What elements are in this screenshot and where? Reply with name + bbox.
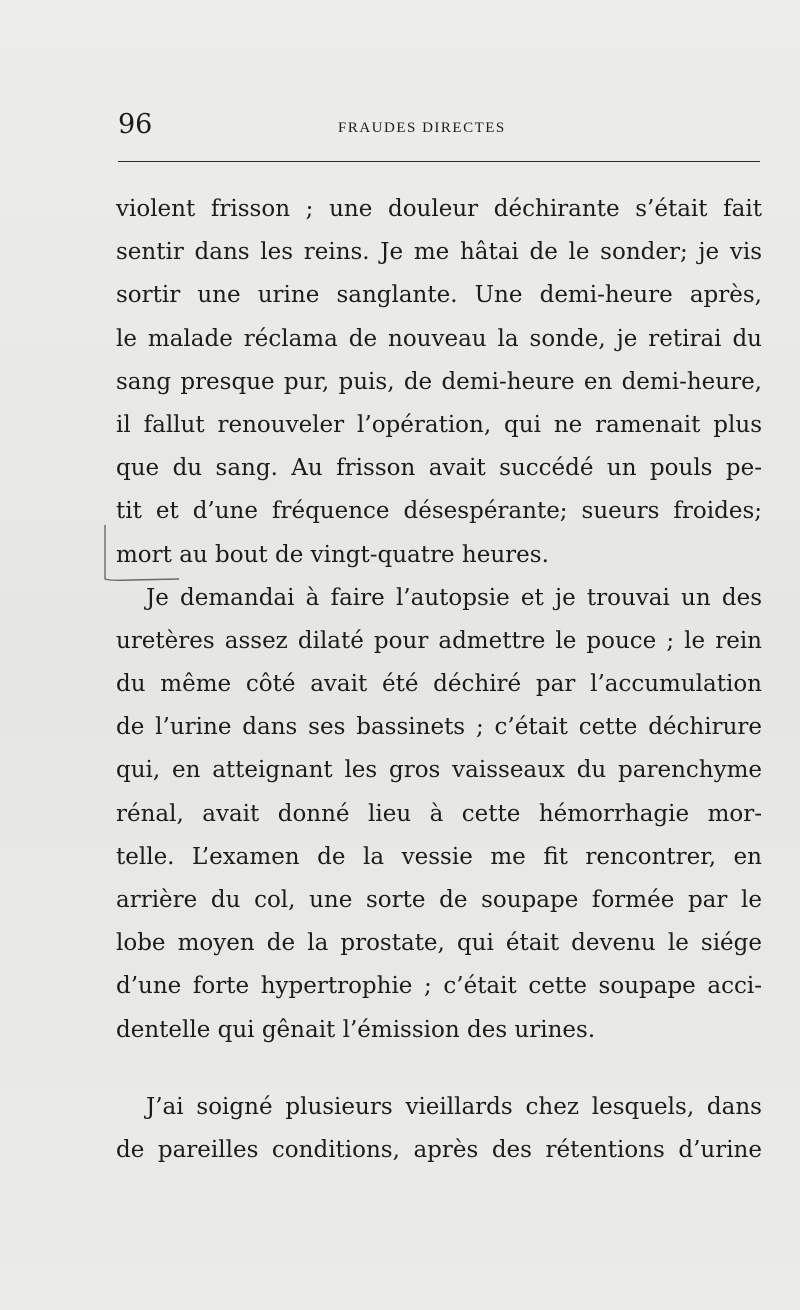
- running-title: FRAUDES DIRECTES: [338, 120, 506, 136]
- text-line: lobe moyen de la prostate, qui était devenu le siége: [116, 930, 762, 957]
- text-line: sentir dans les reins. Je me hâtai de le sonder; je vis: [116, 239, 762, 266]
- text-line: sang presque pur, puis, de demi-heure en demi-heure,: [116, 368, 762, 395]
- text-line: J’ai soigné plusieurs vieillards chez lesquels, dans: [146, 1093, 762, 1120]
- text-line: arrière du col, une sorte de soupape formée par le: [116, 887, 762, 913]
- text-line: que du sang. Au frisson avait succédé un pouls pe-: [116, 455, 762, 482]
- text-line: sortir une urine sanglante. Une demi-heure après,: [116, 282, 762, 309]
- header-rule: [118, 161, 760, 162]
- text-line: Je demandai à faire l’autopsie et je trouvai un des: [146, 584, 762, 611]
- text-line: d’une forte hypertrophie ; c’était cette soupape acci-: [116, 973, 762, 1000]
- paragraph-2: [116, 577, 762, 1052]
- paragraph-1: [116, 188, 762, 577]
- text-line: dentelle qui gênait l’émission des urines.: [116, 1016, 596, 1043]
- text-line: telle. L’examen de la vessie me fit rencontrer, en: [116, 843, 762, 870]
- running-head: [118, 108, 760, 148]
- text-line: mort au bout de vingt-quatre heures.: [116, 541, 549, 568]
- body-text: [116, 188, 762, 1172]
- page-number: 96: [118, 109, 153, 140]
- text-line: le malade réclama de nouveau la sonde, je retirai du: [116, 325, 762, 352]
- text-line: violent frisson ; une douleur déchirante s’était fait: [116, 196, 762, 222]
- text-line: qui, en atteignant les gros vaisseaux du parenchyme: [116, 757, 762, 784]
- text-line: de l’urine dans ses bassinets ; c’était cette déchirure: [116, 714, 762, 741]
- paragraph-3: [116, 1086, 762, 1172]
- text-line: il fallut renouveler l’opération, qui ne ramenait plus: [116, 411, 762, 438]
- text-line: de pareilles conditions, après des rétentions d’urine: [116, 1136, 762, 1163]
- text-line: rénal, avait donné lieu à cette hémorrhagie mor-: [116, 800, 762, 827]
- text-line: du même côté avait été déchiré par l’accumulation: [116, 671, 762, 698]
- paragraph-gap: [116, 1052, 762, 1086]
- text-line: uretères assez dilaté pour admettre le pouce ; le rein: [116, 627, 762, 654]
- text-line: tit et d’une fréquence désespérante; sueurs froides;: [116, 498, 762, 525]
